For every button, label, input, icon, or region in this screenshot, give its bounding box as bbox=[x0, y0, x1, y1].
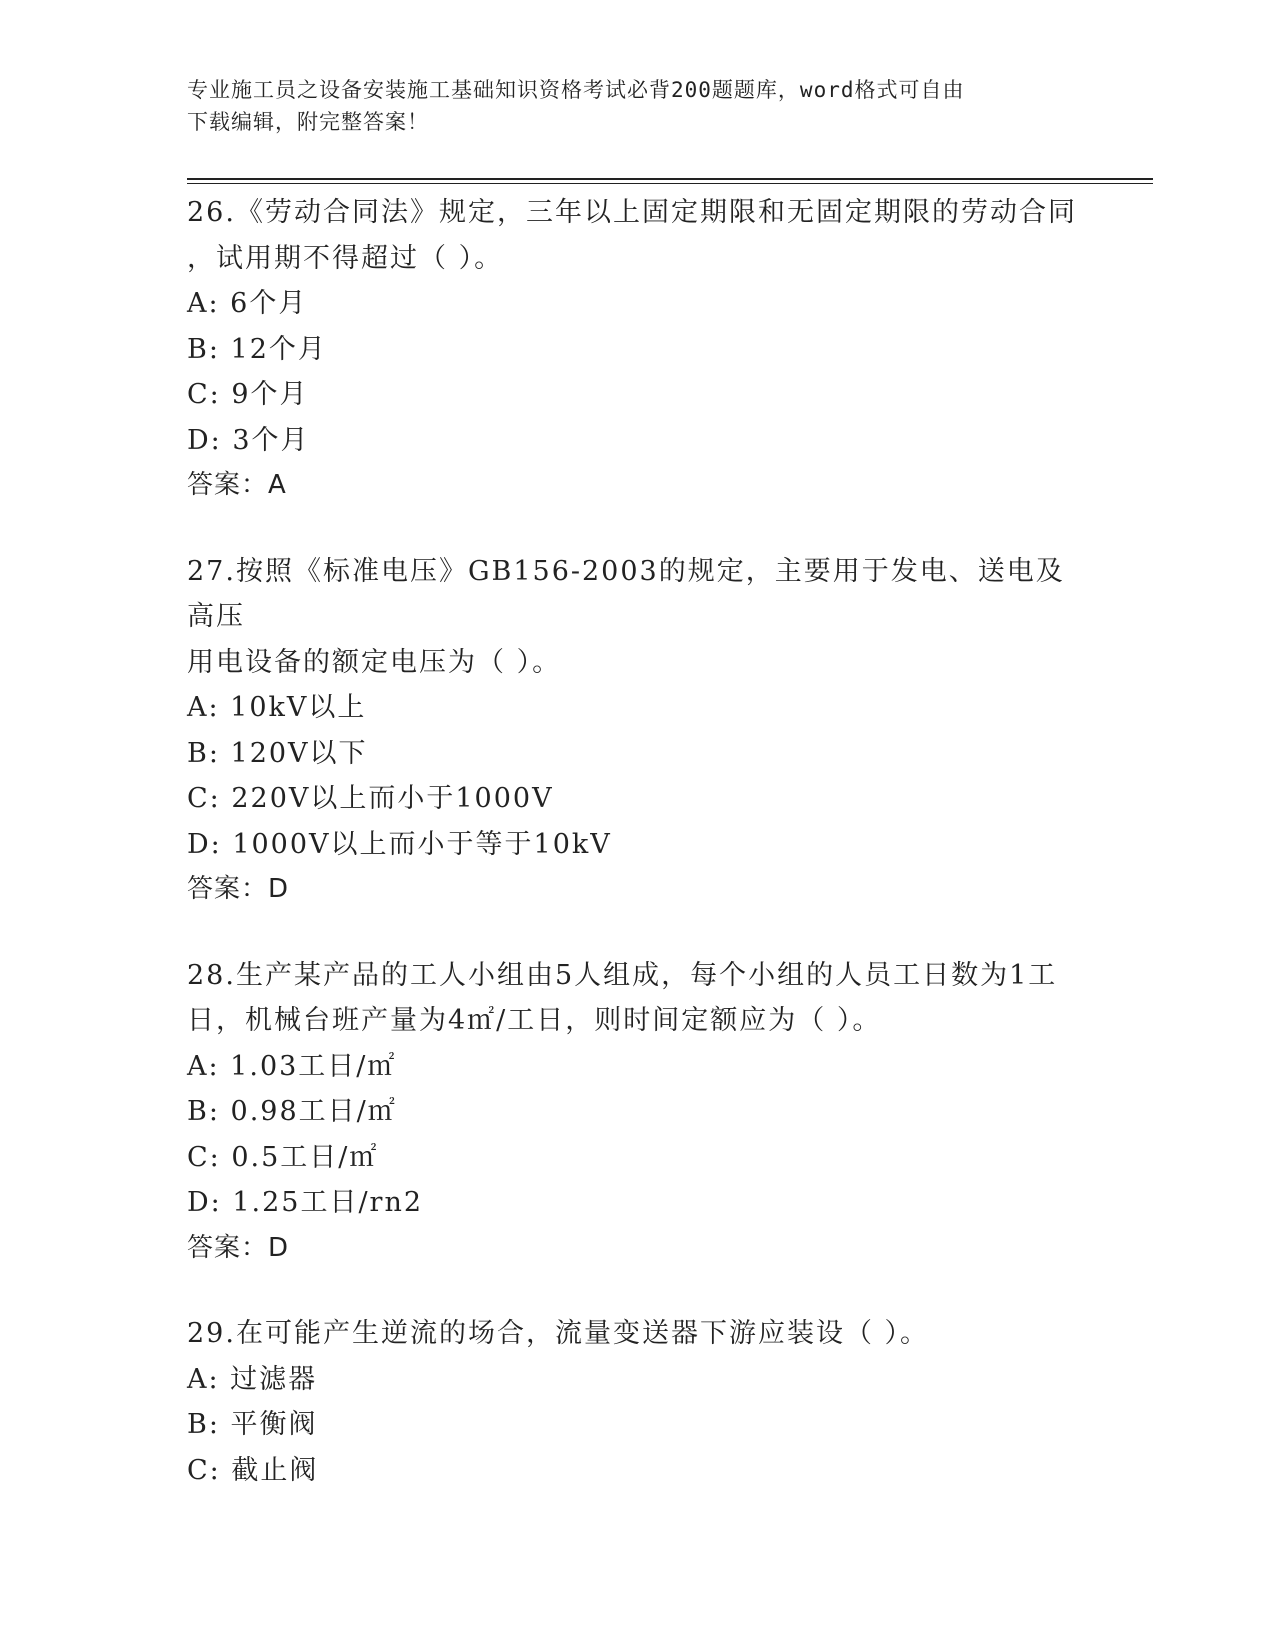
answer: 答案：D bbox=[187, 1232, 290, 1263]
question-text-line-2: ，试用期不得超过（ ）。 bbox=[187, 242, 504, 274]
question-27 bbox=[187, 549, 1087, 913]
question-text bbox=[187, 549, 1087, 686]
question-29 bbox=[187, 1311, 1087, 1493]
question-text-line-2: 日，机械台班产量为4㎡/工日，则时间定额应为（ ）。 bbox=[187, 1005, 882, 1036]
option-c: C: 9个月 bbox=[187, 379, 309, 410]
question-text bbox=[187, 1311, 1087, 1357]
option-d: D: 3个月 bbox=[187, 424, 310, 456]
header-divider-thin bbox=[187, 183, 1153, 184]
question-text-line-1: 26.《劳动合同法》规定，三年以上固定期限和无固定期限的劳动合同 bbox=[187, 197, 1077, 228]
question-text-line-1: 27.按照《标准电压》GB156-2003的规定，主要用于发电、送电及高压 bbox=[187, 555, 1065, 632]
question-text-line-1: 29.在可能产生逆流的场合，流量变送器下游应装设（ ）。 bbox=[187, 1318, 930, 1349]
option-b: B: 12个月 bbox=[187, 333, 327, 365]
option-a: A: 6个月 bbox=[187, 288, 308, 319]
option-b: B: 0.98工日/㎡ bbox=[187, 1096, 397, 1127]
header-line-2: 下载编辑，附完整答案！ bbox=[187, 110, 429, 134]
question-text bbox=[187, 190, 1087, 281]
question-text-line-2: 用电设备的额定电压为（ ）。 bbox=[187, 646, 562, 678]
question-28 bbox=[187, 953, 1087, 1272]
option-d: D: 1.25工日/rn2 bbox=[187, 1187, 424, 1218]
document-header bbox=[187, 74, 1067, 138]
question-26 bbox=[187, 190, 1087, 509]
option-c: C: 0.5工日/㎡ bbox=[187, 1141, 379, 1173]
header-line-1: 专业施工员之设备安装施工基础知识资格考试必背200题题库，word格式可自由 bbox=[187, 78, 965, 102]
option-c: C: 220V以上而小于1000V bbox=[187, 783, 554, 814]
question-text-line-1: 28.生产某产品的工人小组由5人组成，每个小组的人员工日数为1工 bbox=[187, 959, 1058, 991]
option-c: C: 截止阀 bbox=[187, 1454, 319, 1486]
option-b: B: 120V以下 bbox=[187, 737, 368, 769]
answer: 答案：D bbox=[187, 874, 290, 904]
question-list bbox=[187, 190, 1087, 1533]
option-a: A: 过滤器 bbox=[187, 1363, 318, 1395]
answer: 答案：A bbox=[187, 470, 287, 500]
header-divider-thick bbox=[187, 178, 1153, 180]
question-text bbox=[187, 953, 1087, 1044]
option-a: A: 10kV以上 bbox=[187, 692, 367, 723]
option-b: B: 平衡阀 bbox=[187, 1409, 318, 1440]
option-a: A: 1.03工日/㎡ bbox=[187, 1050, 397, 1082]
option-d: D: 1000V以上而小于等于10kV bbox=[187, 828, 612, 860]
